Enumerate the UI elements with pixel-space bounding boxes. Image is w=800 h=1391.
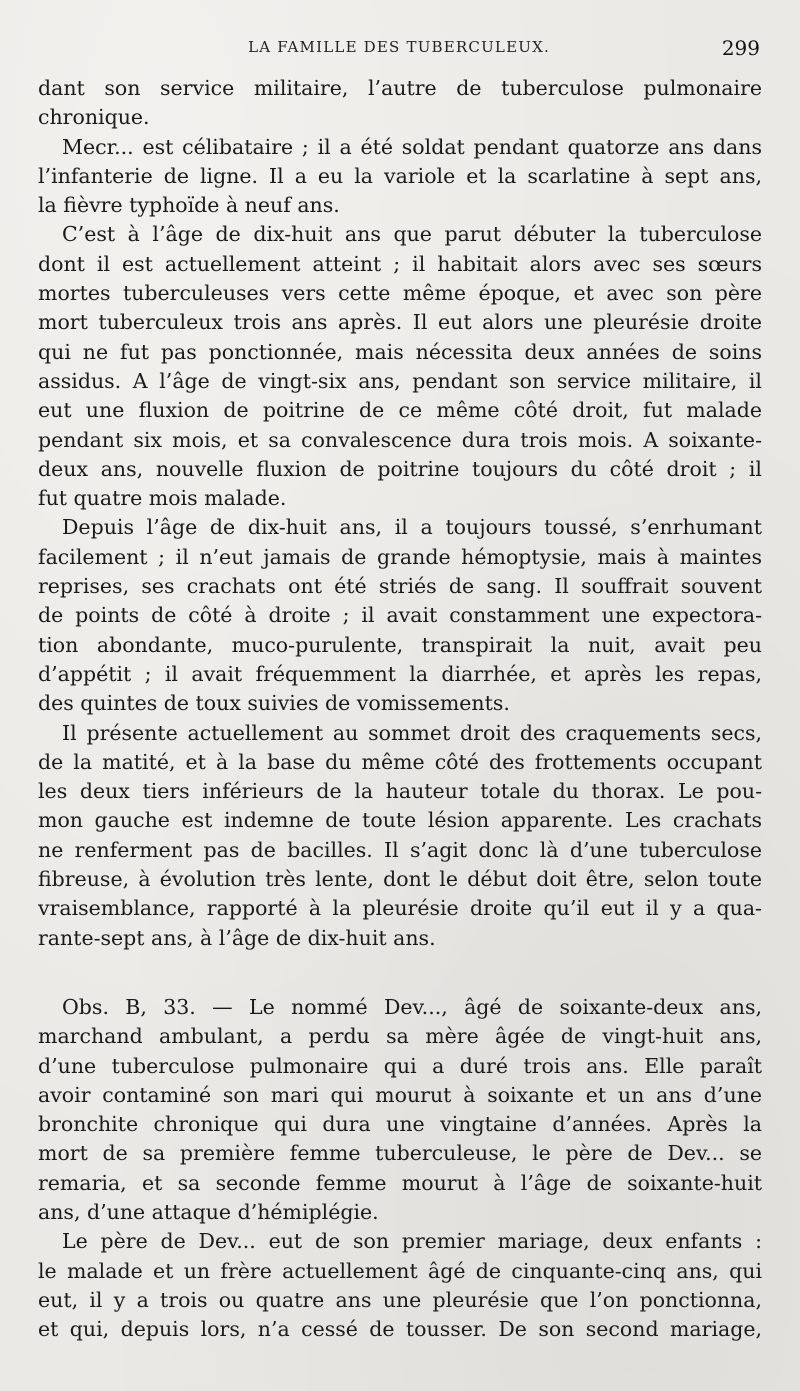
text-line: Depuis l’âge de dix-huit ans, il a toujours toussé, s’enrhumant xyxy=(62,515,762,540)
paragraph xyxy=(38,133,762,221)
text-line: Mecr... est célibataire ; il a été soldat pendant quatorze ans dans xyxy=(62,134,762,159)
text-body xyxy=(38,74,762,1344)
text-line: de points de côté à droite ; il avait constamment une expectora- xyxy=(38,603,762,628)
text-line: avoir contaminé son mari qui mourut à soixante et un ans d’une xyxy=(38,1082,762,1107)
text-line: tion abondante, muco-purulente, transpirait la nuit, avait peu xyxy=(38,632,762,657)
paragraph xyxy=(38,1227,762,1344)
text-line: Il présente actuellement au sommet droit des craquements secs, xyxy=(62,720,762,745)
text-line: mon gauche est indemne de toute lésion apparente. Les crachats xyxy=(38,808,762,833)
text-line: Le père de Dev... eut de son premier mariage, deux enfants : xyxy=(62,1229,762,1254)
paragraph xyxy=(38,220,762,513)
paragraph xyxy=(38,719,762,953)
text-line: reprises, ses crachats ont été striés de sang. Il souffrait souvent xyxy=(38,574,762,599)
paragraph-continuation xyxy=(38,74,762,133)
text-line: deux ans, nouvelle fluxion de poitrine toujours du côté droit ; il xyxy=(38,456,762,481)
text-line: mortes tuberculeuses vers cette même époque, et avec son père xyxy=(38,281,762,306)
text-line: mort de sa première femme tuberculeuse, le père de Dev... se xyxy=(38,1141,762,1166)
text-line: d’appétit ; il avait fréquemment la diarrhée, et après les repas, xyxy=(38,661,762,686)
text-line: Obs. B, 33. — Le nommé Dev..., âgé de soixante-deux ans, xyxy=(62,994,762,1019)
text-line: dant son service militaire, l’autre de tuberculose pulmonaire xyxy=(38,76,762,100)
text-line: remaria, et sa seconde femme mourut à l’âge de soixante-huit xyxy=(38,1170,762,1195)
text-line: dont il est actuellement atteint ; il habitait alors avec ses sœurs xyxy=(38,251,762,276)
text-line: l’infanterie de ligne. Il a eu la variole et la scarlatine à sept ans, xyxy=(38,163,762,188)
text-line: le malade et un frère actuellement âgé de cinquante-cinq ans, qui xyxy=(38,1258,762,1283)
running-title: LA FAMILLE DES TUBERCULEUX. xyxy=(248,38,550,56)
observation-paragraph xyxy=(38,993,762,1227)
text-line: bronchite chronique qui dura une vingtaine d’années. Après la xyxy=(38,1112,762,1137)
text-line: ne renferment pas de bacilles. Il s’agit donc là d’une tuberculose xyxy=(38,837,762,862)
text-line: la fièvre typhoïde à neuf ans. xyxy=(38,193,340,218)
text-line: d’une tuberculose pulmonaire qui a duré trois ans. Elle paraît xyxy=(38,1053,762,1078)
text-line: eut, il y a trois ou quatre ans une pleurésie que l’on ponctionna, xyxy=(38,1287,762,1312)
text-line: ans, d’une attaque d’hémiplégie. xyxy=(38,1199,379,1224)
text-line: assidus. A l’âge de vingt-six ans, pendant son service militaire, il xyxy=(38,368,762,393)
paragraph xyxy=(38,513,762,718)
text-line: fibreuse, à évolution très lente, dont le début doit être, selon toute xyxy=(38,867,762,892)
page-number: 299 xyxy=(721,36,760,60)
text-line: facilement ; il n’eut jamais de grande hémoptysie, mais à maintes xyxy=(38,544,762,569)
text-line: les deux tiers inférieurs de la hauteur totale du thorax. Le pou- xyxy=(38,779,762,804)
text-line: C’est à l’âge de dix-huit ans que parut débuter la tuberculose xyxy=(62,222,762,247)
running-header xyxy=(38,36,760,60)
text-line: rante-sept ans, à l’âge de dix-huit ans. xyxy=(38,925,436,950)
text-line: marchand ambulant, a perdu sa mère âgée de vingt-huit ans, xyxy=(38,1024,762,1049)
text-line: vraisemblance, rapporté à la pleurésie droite qu’il eut il y a qua- xyxy=(38,896,762,921)
text-line: eut une fluxion de poitrine de ce même côté droit, fut malade xyxy=(38,398,762,423)
text-line: fut quatre mois malade. xyxy=(38,486,287,511)
text-line: et qui, depuis lors, n’a cessé de tousser. De son second mariage, xyxy=(38,1317,762,1342)
text-line: mort tuberculeux trois ans après. Il eut alors une pleurésie droite xyxy=(38,310,762,335)
section-gap xyxy=(38,953,762,993)
text-line: de la matité, et à la base du même côté des frottements occupant xyxy=(38,749,762,774)
text-line: des quintes de toux suivies de vomissements. xyxy=(38,691,510,716)
text-line: pendant six mois, et sa convalescence dura trois mois. A soixante- xyxy=(38,427,762,452)
text-line: chronique. xyxy=(38,105,150,130)
text-line: qui ne fut pas ponctionnée, mais nécessita deux années de soins xyxy=(38,339,762,364)
